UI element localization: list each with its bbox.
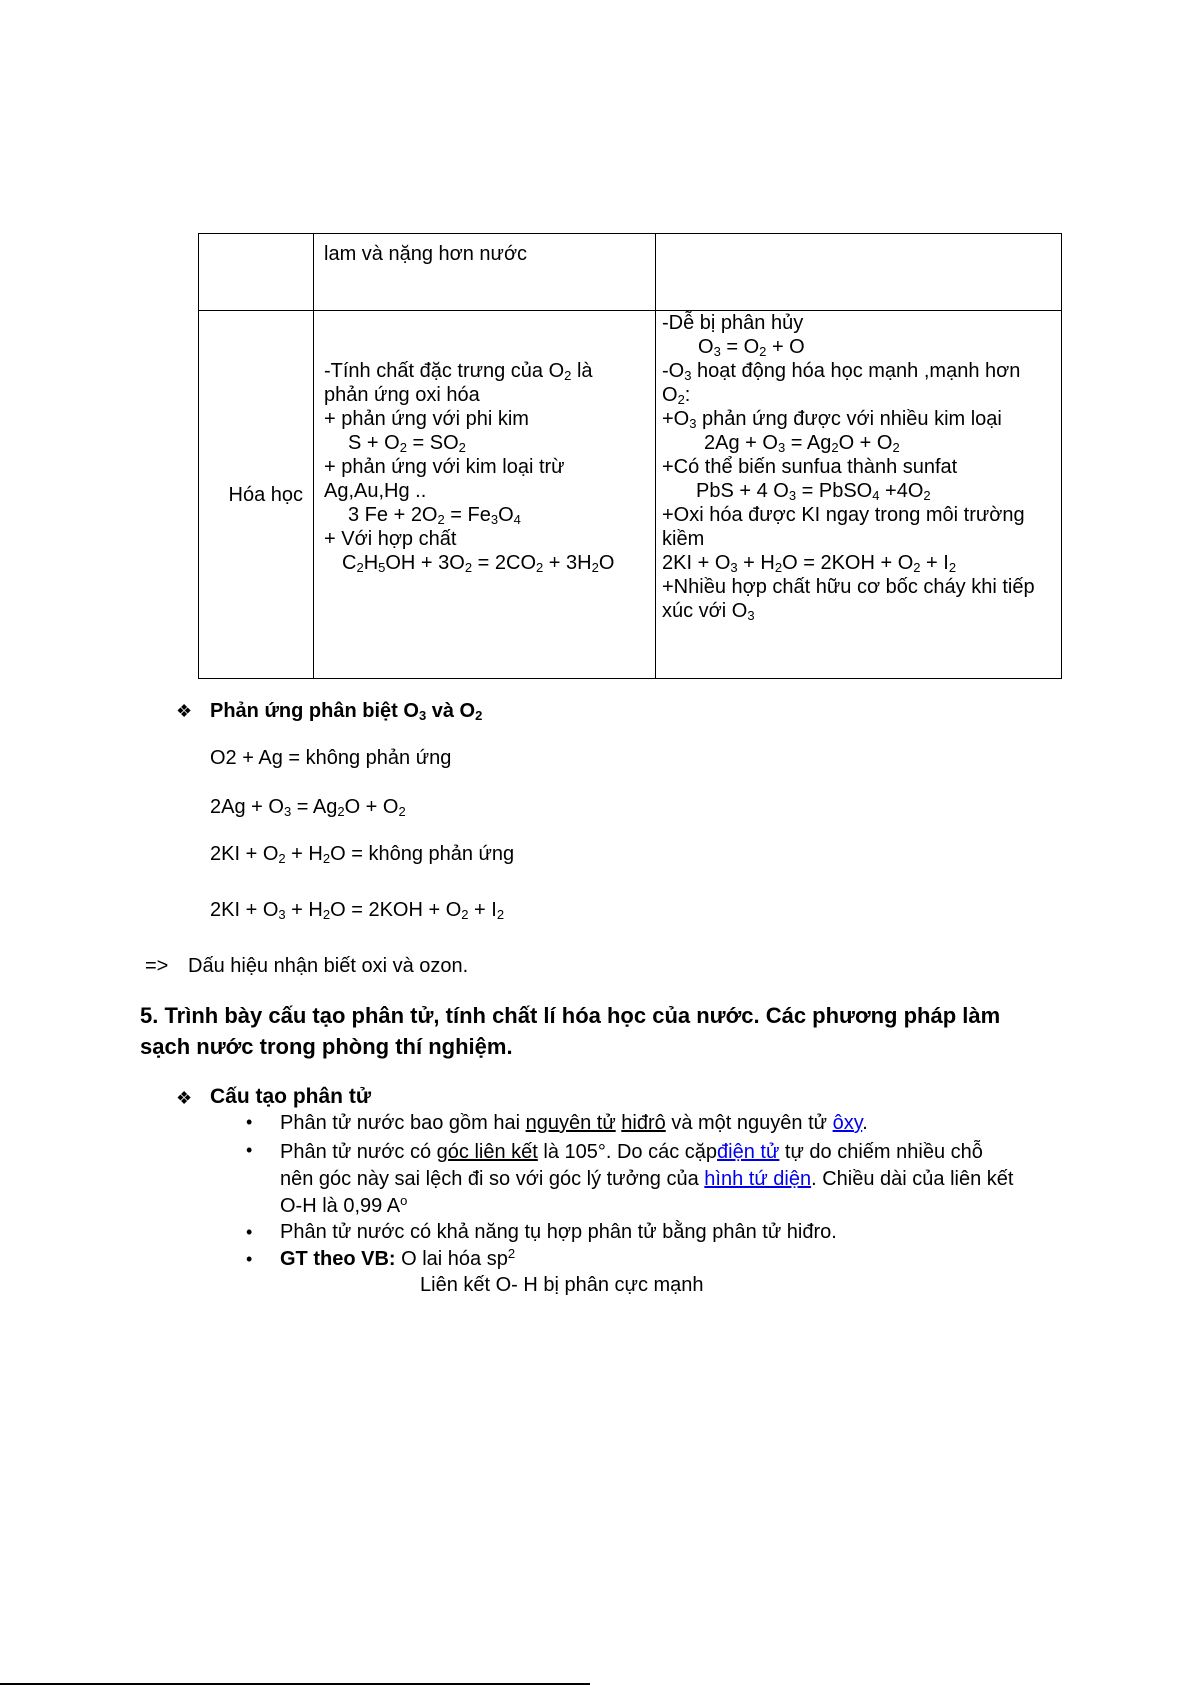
title-line: sạch nước trong phòng thí nghiệm. bbox=[140, 1034, 513, 1059]
bullet-dot-icon: • bbox=[246, 1112, 253, 1132]
list-item: Phân tử nước bao gồm hai nguyên tử hiđrô và một nguyên tử ôxy. bbox=[280, 1112, 868, 1134]
text-line: $O_2$: bbox=[662, 384, 691, 407]
text-line: Ag,Au,Hg .. bbox=[324, 480, 427, 502]
list-item: GT theo VB: O lai hóa $sp^2$ bbox=[280, 1246, 516, 1270]
section-heading-structure: Cấu tạo phân tử bbox=[210, 1085, 372, 1108]
text-line: + phản ứng với kim loại trừ bbox=[324, 456, 565, 478]
table-cell-empty bbox=[199, 234, 314, 311]
table-row bbox=[199, 311, 1062, 679]
table-cell-label bbox=[199, 311, 314, 679]
equation-line: PbS + 4 $O_3$ = PbSO$_4$ $+4O_2$ bbox=[696, 480, 931, 503]
text-line: xúc với $O_3$ bbox=[662, 600, 755, 623]
table-cell bbox=[314, 234, 656, 311]
reaction-line: $2KI + O_3 + H_2O = 2KOH + O_2 + I_2$ bbox=[210, 899, 505, 922]
text-line: +Oxi hóa được KI ngay trong môi trường bbox=[662, 504, 1025, 526]
table-row bbox=[199, 234, 1062, 311]
text-line: + phản ứng với phi kim bbox=[324, 408, 529, 430]
text-line: $+O_3$ phản ứng được với nhiều kim loại bbox=[662, 408, 1002, 431]
conclusion-arrow: => bbox=[145, 955, 169, 977]
link-nguyen-tu[interactable]: nguyên tử bbox=[525, 1112, 616, 1134]
properties-table bbox=[198, 233, 1062, 679]
equation-line: $2KI + O_3 + H_2O = 2KOH + O_2 + I_2$ bbox=[662, 552, 957, 575]
reaction-line: O2 + Ag = không phản ứng bbox=[210, 747, 452, 769]
text-line: $-O_3$ hoạt động hóa học mạnh ,mạnh hơn bbox=[662, 360, 1021, 383]
list-item: Phân tử nước có khả năng tụ hợp phân tử bằng phân tử hiđro. bbox=[280, 1221, 837, 1243]
text-line: -Dễ bị phân hủy bbox=[662, 312, 804, 334]
text-line: +Có thể biến sunfua thành sunfat bbox=[662, 456, 958, 478]
table-cell-empty bbox=[656, 234, 1062, 311]
text-line: -Tính chất đặc trưng của $O_2$ là bbox=[324, 360, 593, 383]
equation-line: $O_3 = O_2 + O$ bbox=[698, 336, 805, 359]
equation-line: 3 $Fe + 2O_2 = Fe_3O_4$ bbox=[348, 504, 521, 527]
title-line: 5. Trình bày cấu tạo phân tử, tính chất lí hóa học của nước. Các phương pháp làm bbox=[140, 1003, 1001, 1028]
diamond-bullet-icon: ❖ bbox=[176, 1088, 193, 1108]
bullet-dot-icon: • bbox=[246, 1249, 253, 1269]
link-goc-lien-ket[interactable]: góc liên kết bbox=[436, 1141, 538, 1163]
text-line: kiềm bbox=[662, 528, 705, 550]
diamond-bullet-icon: ❖ bbox=[176, 701, 193, 721]
link-dien-tu[interactable]: điện tử bbox=[717, 1141, 780, 1163]
cell-text: lam và nặng hơn nước bbox=[324, 243, 528, 265]
bullet-dot-icon: • bbox=[246, 1222, 253, 1242]
conclusion-text: Dấu hiệu nhận biết oxi và ozon. bbox=[188, 955, 469, 977]
bullet-dot-icon: • bbox=[246, 1140, 253, 1160]
text-line: +Nhiều hợp chất hữu cơ bốc cháy khi tiếp bbox=[662, 576, 1035, 598]
text-line: phản ứng oxi hóa bbox=[324, 384, 480, 406]
link-hinh-tu-dien[interactable]: hình tứ diện bbox=[704, 1168, 812, 1190]
list-item-continuation: Liên kết O- H bị phân cực mạnh bbox=[420, 1274, 704, 1296]
row-label-chemical: Hóa học bbox=[228, 483, 303, 506]
reaction-line: $2KI + O_2 + H_2O$ = không phản ứng bbox=[210, 843, 515, 866]
link-hidro[interactable]: hiđrô bbox=[621, 1112, 666, 1134]
section-5-title bbox=[140, 1000, 1100, 1062]
equation-line: $C_2H_5OH + 3O_2 = 2CO_2 + 3H_2O$ bbox=[342, 552, 615, 575]
table-cell-o3-properties bbox=[656, 311, 1062, 679]
equation-line: $2Ag + O_3 = Ag_2O + O_2$ bbox=[704, 432, 900, 455]
link-oxy[interactable]: ôxy bbox=[832, 1112, 863, 1134]
text-line: + Với hợp chất bbox=[324, 528, 457, 550]
reaction-line: $2Ag + O_3 = Ag_2O + O_2$ bbox=[210, 796, 406, 819]
section-heading-distinguish: Phản ứng phân biệt $O_3$ và $O_2$ bbox=[210, 700, 483, 723]
table-cell-o2-properties bbox=[314, 311, 656, 679]
equation-line: $S + O_2 = SO_2$ bbox=[348, 432, 466, 455]
list-item: Phân tử nước có góc liên kết là 105°. Do các cặpđiện tử tự do chiếm nhiều chỗ nên góc này sai lệch đi so với góc lý tưởng của hình tứ diện. Chiều dài của liên kết O-H là 0,99 $A^o$ bbox=[280, 1141, 1014, 1217]
